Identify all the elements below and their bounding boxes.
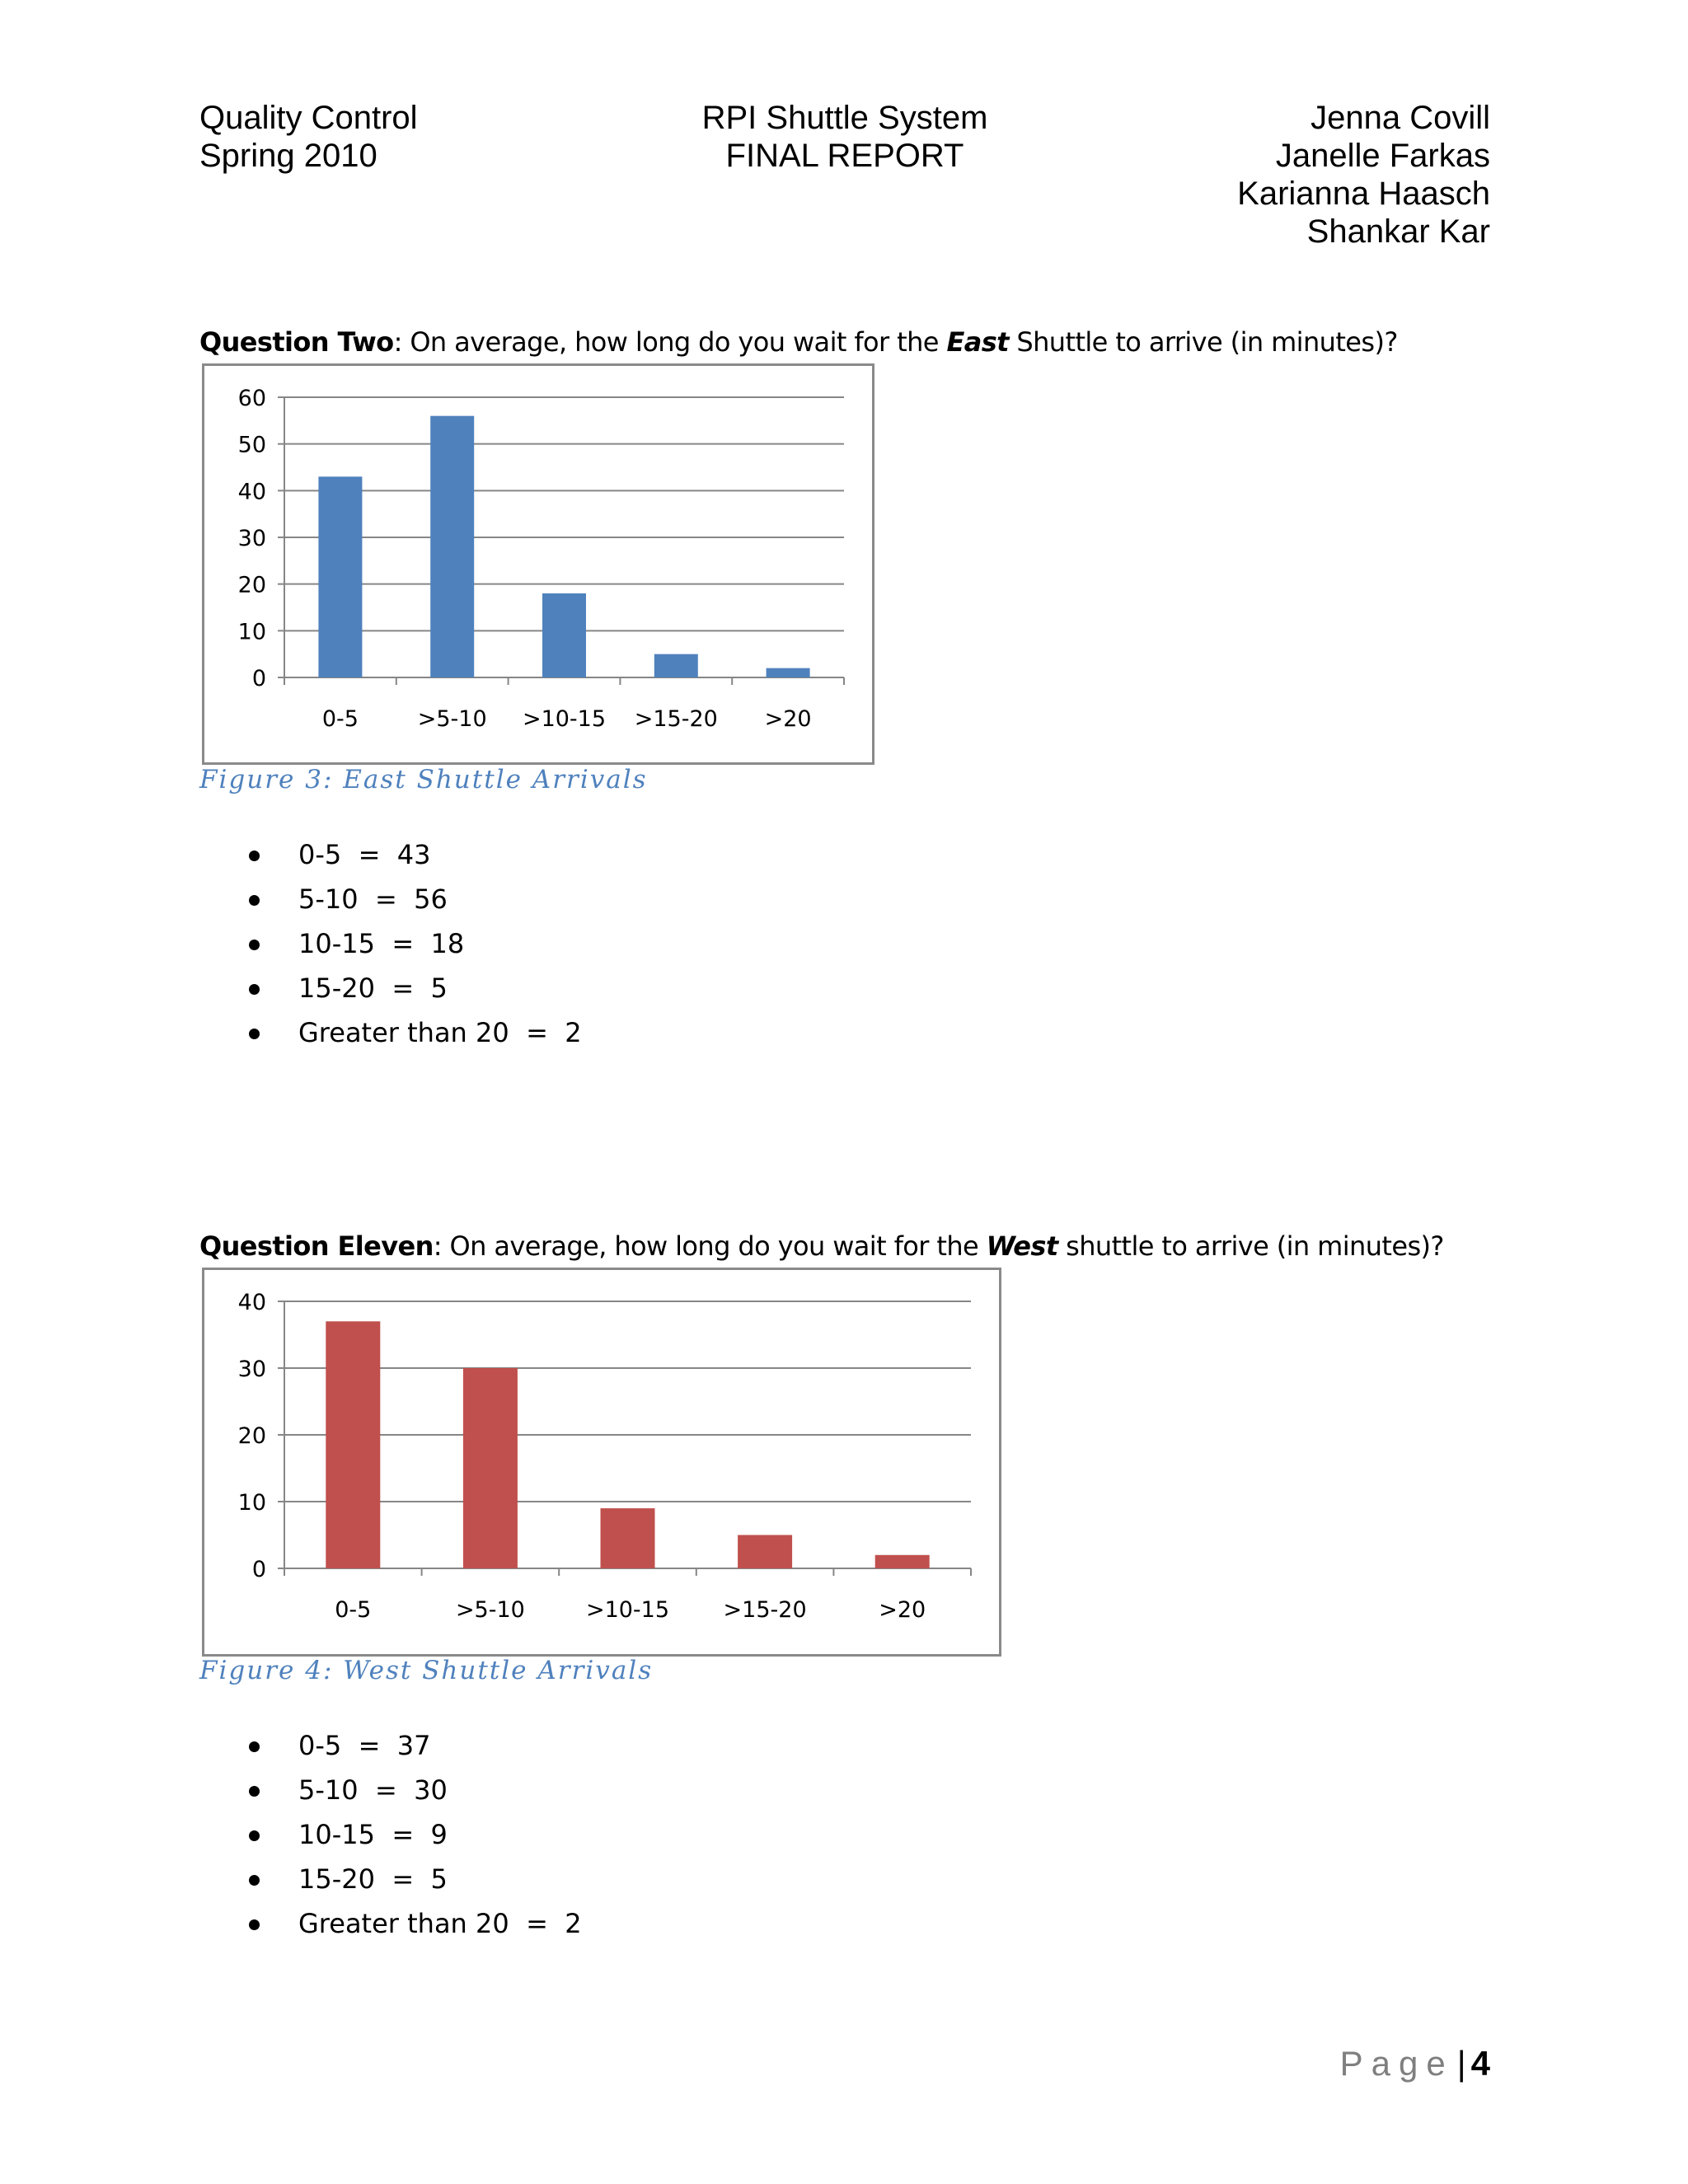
west-shuttle-chart [202, 1268, 1001, 1657]
list-item-text: Greater than 20 = 2 [298, 1908, 582, 1939]
question-label: Question Two [199, 326, 394, 358]
bar [463, 1368, 518, 1568]
list-item-text: 10-15 = 9 [298, 1819, 448, 1850]
bar [767, 668, 810, 677]
list-item [199, 1723, 582, 1768]
page-label: Page [1339, 2044, 1454, 2083]
x-tick-label: 0-5 [321, 706, 359, 732]
list-item-text: 10-15 = 18 [298, 928, 465, 959]
list-item-text: 15-20 = 5 [298, 972, 448, 1004]
east-shuttle-chart [202, 363, 874, 765]
header-left [199, 99, 418, 175]
list-item-text: Greater than 20 = 2 [298, 1017, 582, 1048]
question-label: Question Eleven [199, 1230, 434, 1262]
list-item-text: 5-10 = 56 [298, 883, 448, 915]
figure-caption: Figure 3: East Shuttle Arrivals [199, 765, 648, 794]
x-tick-label: >20 [879, 1597, 926, 1623]
bullet-icon [249, 1919, 260, 1930]
x-tick-label: >5-10 [417, 706, 487, 732]
author-name: Jenna Covill [1311, 100, 1490, 136]
x-tick-label: >10-15 [585, 1597, 670, 1623]
figure-caption: Figure 4: West Shuttle Arrivals [199, 1656, 654, 1685]
bar [601, 1508, 655, 1568]
author-name: Karianna Haasch [1237, 176, 1490, 212]
x-tick-label: >20 [764, 706, 812, 732]
list-item [199, 1010, 582, 1055]
y-tick-label: 60 [237, 386, 266, 411]
bullet-icon [249, 1029, 260, 1039]
y-tick-label: 40 [237, 479, 266, 505]
list-item [199, 877, 582, 921]
bar [326, 1321, 380, 1568]
list-item [199, 1857, 582, 1901]
list-item [199, 1901, 582, 1946]
y-tick-label: 20 [237, 572, 266, 598]
header-authors [1237, 99, 1490, 251]
author-name: Shankar Kar [1306, 213, 1490, 250]
list-item [199, 1812, 582, 1857]
question-text: : On average, how long do you wait for the [393, 326, 947, 358]
bar [318, 476, 362, 677]
page-separator: | [1456, 2044, 1466, 2083]
y-tick-label: 0 [251, 1557, 266, 1582]
question-text-end: Shuttle to arrive (in minutes)? [1008, 326, 1398, 358]
bullet-icon [249, 1875, 260, 1886]
y-tick-label: 0 [251, 666, 266, 691]
author-name: Janelle Farkas [1275, 138, 1490, 174]
list-item-text: 5-10 = 30 [298, 1774, 448, 1806]
x-tick-label: >15-20 [634, 706, 718, 732]
list-item [199, 966, 582, 1010]
east-shuttle-chart-svg [204, 366, 877, 767]
x-tick-label: 0-5 [335, 1597, 372, 1623]
bar [654, 654, 698, 677]
y-tick-label: 30 [237, 526, 266, 551]
question-eleven [199, 1230, 1444, 1262]
list-item [199, 1768, 582, 1812]
y-tick-label: 30 [237, 1357, 266, 1382]
west-shuttle-chart-svg [204, 1270, 1004, 1659]
question-text-end: shuttle to arrive (in minutes)? [1057, 1230, 1444, 1262]
east-results-list [199, 832, 582, 1055]
bullet-icon [249, 940, 260, 950]
bar [430, 416, 474, 677]
y-tick-label: 40 [237, 1290, 266, 1315]
header-term: Spring 2010 [199, 138, 377, 174]
bullet-icon [249, 1830, 260, 1841]
list-item-text: 0-5 = 37 [298, 1730, 431, 1761]
y-tick-label: 10 [237, 619, 266, 645]
list-item-text: 0-5 = 43 [298, 839, 431, 870]
list-item [199, 832, 582, 877]
list-item-text: 15-20 = 5 [298, 1863, 448, 1895]
question-text: : On average, how long do you wait for the [433, 1230, 987, 1262]
bullet-icon [249, 851, 260, 861]
question-emphasis: West [986, 1230, 1058, 1262]
y-tick-label: 50 [237, 432, 266, 458]
bullet-icon [249, 1786, 260, 1797]
x-tick-label: >10-15 [522, 706, 607, 732]
y-tick-label: 20 [237, 1423, 266, 1449]
header-center [577, 99, 1113, 175]
header-project: RPI Shuttle System [701, 100, 988, 136]
page-footer [1340, 2044, 1490, 2083]
question-two [199, 326, 1398, 358]
list-item [199, 921, 582, 966]
bullet-icon [249, 895, 260, 906]
bar [738, 1535, 792, 1569]
bar [875, 1555, 930, 1568]
x-tick-label: >5-10 [455, 1597, 525, 1623]
question-emphasis: East [946, 326, 1009, 358]
page-number: 4 [1470, 2044, 1490, 2083]
header-report-type: FINAL REPORT [725, 138, 964, 174]
west-results-list [199, 1723, 582, 1946]
bar [542, 593, 586, 677]
header-course: Quality Control [199, 100, 418, 136]
bullet-icon [249, 1741, 260, 1752]
y-tick-label: 10 [237, 1490, 266, 1516]
x-tick-label: >15-20 [723, 1597, 807, 1623]
bullet-icon [249, 984, 260, 995]
